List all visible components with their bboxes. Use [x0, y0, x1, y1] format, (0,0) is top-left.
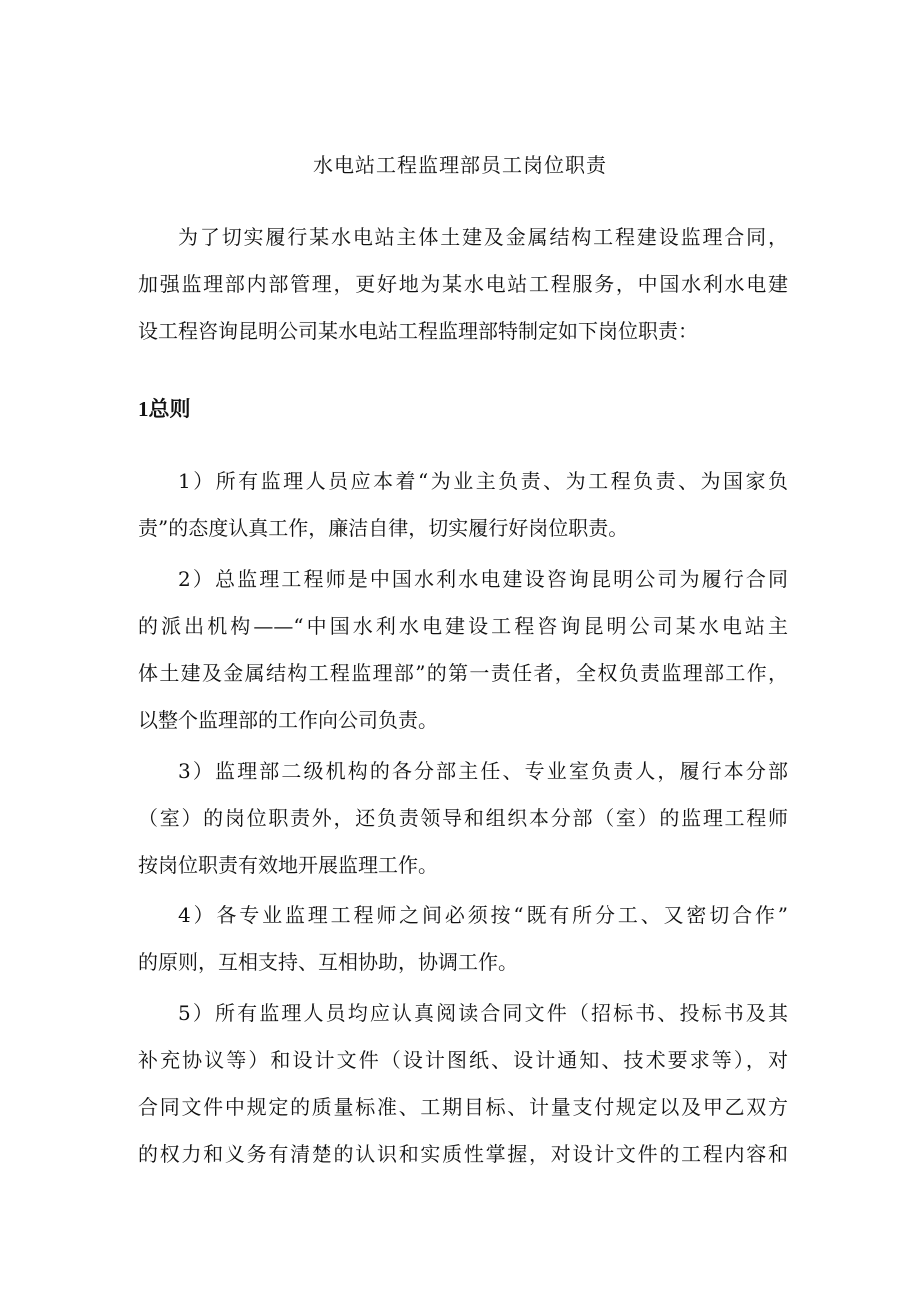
- item-4-line: 4）各专业监理工程师之间必须按“既有所分工、又密切合作”: [178, 903, 788, 927]
- document-title: 水电站工程监理部员工岗位职责: [313, 153, 607, 177]
- item-2-line: 体土建及金属结构工程监理部”的第一责任者，全权负责监理部工作，: [138, 661, 788, 685]
- item-2-line: 的派出机构——“中国水利水电建设工程咨询昆明公司某水电站主: [138, 614, 788, 638]
- intro-line: 为了切实履行某水电站主体土建及金属结构工程建设监理合同，: [178, 225, 788, 249]
- section-heading: 1总则: [138, 397, 191, 421]
- item-5-line: 5）所有监理人员均应认真阅读合同文件（招标书、投标书及其: [178, 1001, 788, 1025]
- intro-line: 设工程咨询昆明公司某水电站工程监理部特制定如下岗位职责：: [138, 319, 698, 343]
- item-5-line: 的权力和义务有清楚的认识和实质性掌握，对设计文件的工程内容和: [138, 1142, 788, 1166]
- item-5-line: 补充协议等）和设计文件（设计图纸、设计通知、技术要求等），对: [138, 1048, 788, 1072]
- item-1-line: 1）所有监理人员应本着“为业主负责、为工程负责、为国家负: [178, 469, 788, 493]
- item-3-line: （室）的岗位职责外，还负责领导和组织本分部（室）的监理工程师: [138, 806, 788, 830]
- item-2-line: 2）总监理工程师是中国水利水电建设咨询昆明公司为履行合同: [178, 567, 788, 591]
- item-1-line: 责”的态度认真工作，廉洁自律，切实履行好岗位职责。: [138, 516, 629, 540]
- item-5-line: 合同文件中规定的质量标准、工期目标、计量支付规定以及甲乙双方: [138, 1095, 788, 1119]
- item-2-line: 以整个监理部的工作向公司负责。: [138, 708, 438, 732]
- item-4-line: 的原则，互相支持、互相协助，协调工作。: [138, 950, 518, 974]
- item-3-line: 按岗位职责有效地开展监理工作。: [138, 853, 438, 877]
- intro-line: 加强监理部内部管理，更好地为某水电站工程服务，中国水利水电建: [138, 272, 788, 296]
- item-3-line: 3）监理部二级机构的各分部主任、专业室负责人，履行本分部: [178, 759, 788, 783]
